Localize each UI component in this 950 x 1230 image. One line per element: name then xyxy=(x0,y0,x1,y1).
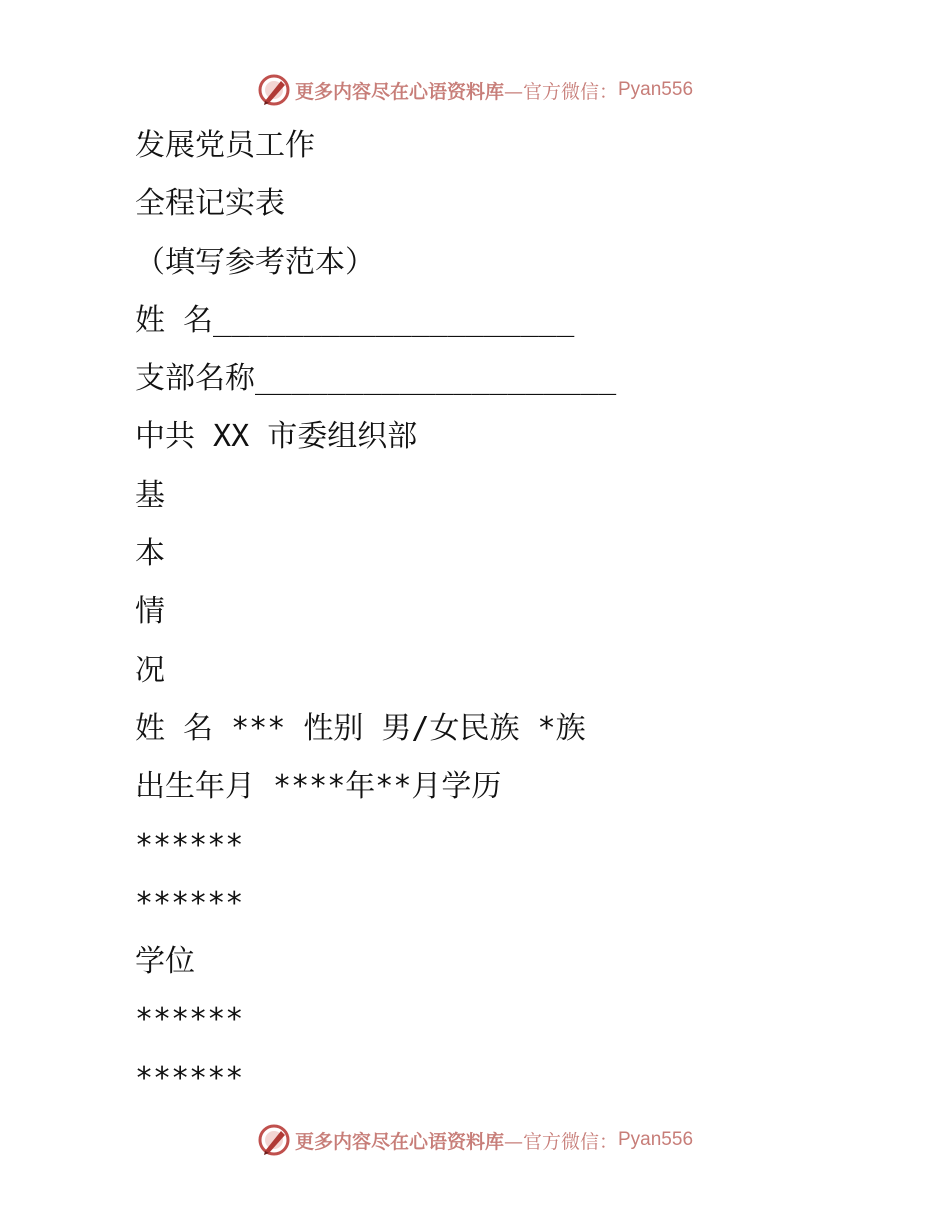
organization-name: 中共 XX 市委组织部 xyxy=(135,419,418,455)
section-label-char-2: 本 xyxy=(135,536,165,572)
doc-title-line-1: 发展党员工作 xyxy=(135,128,315,163)
value-placeholder: ****** xyxy=(135,1060,244,1096)
document-body xyxy=(135,117,616,1108)
watermark-separator: —官方微信： xyxy=(503,1130,618,1153)
row-name-gender-ethnicity: 姓 名 *** 性别 男/女民族 *族 xyxy=(135,710,586,746)
watermark-text: 更多内容尽在心语资料库 xyxy=(294,1130,504,1153)
watermark-wechat-id: Pyan556 xyxy=(618,79,694,100)
value-placeholder: ****** xyxy=(135,885,244,921)
doc-subtitle: （填写参考范本） xyxy=(135,244,375,280)
watermark-wechat-id: Pyan556 xyxy=(618,1129,694,1150)
branch-name-field: 支部名称____________________ xyxy=(135,361,617,397)
watermark-separator: —官方微信： xyxy=(503,80,618,103)
name-field: 姓 名____________________ xyxy=(135,302,575,338)
watermark-footer xyxy=(0,1120,950,1160)
value-placeholder: ****** xyxy=(135,827,244,863)
section-label-char-4: 况 xyxy=(135,652,165,688)
row-birth-education: 出生年月 ****年**月学历 xyxy=(135,769,502,805)
section-label-char-1: 基 xyxy=(135,477,165,513)
degree-label: 学位 xyxy=(135,944,195,980)
section-label-char-3: 情 xyxy=(135,594,165,630)
watermark-text: 更多内容尽在心语资料库 xyxy=(294,80,504,103)
doc-title-line-2: 全程记实表 xyxy=(135,186,285,222)
value-placeholder: ****** xyxy=(135,1002,244,1038)
pen-logo-icon xyxy=(257,1123,291,1157)
pen-logo-icon xyxy=(257,73,291,107)
watermark-header xyxy=(0,70,950,110)
